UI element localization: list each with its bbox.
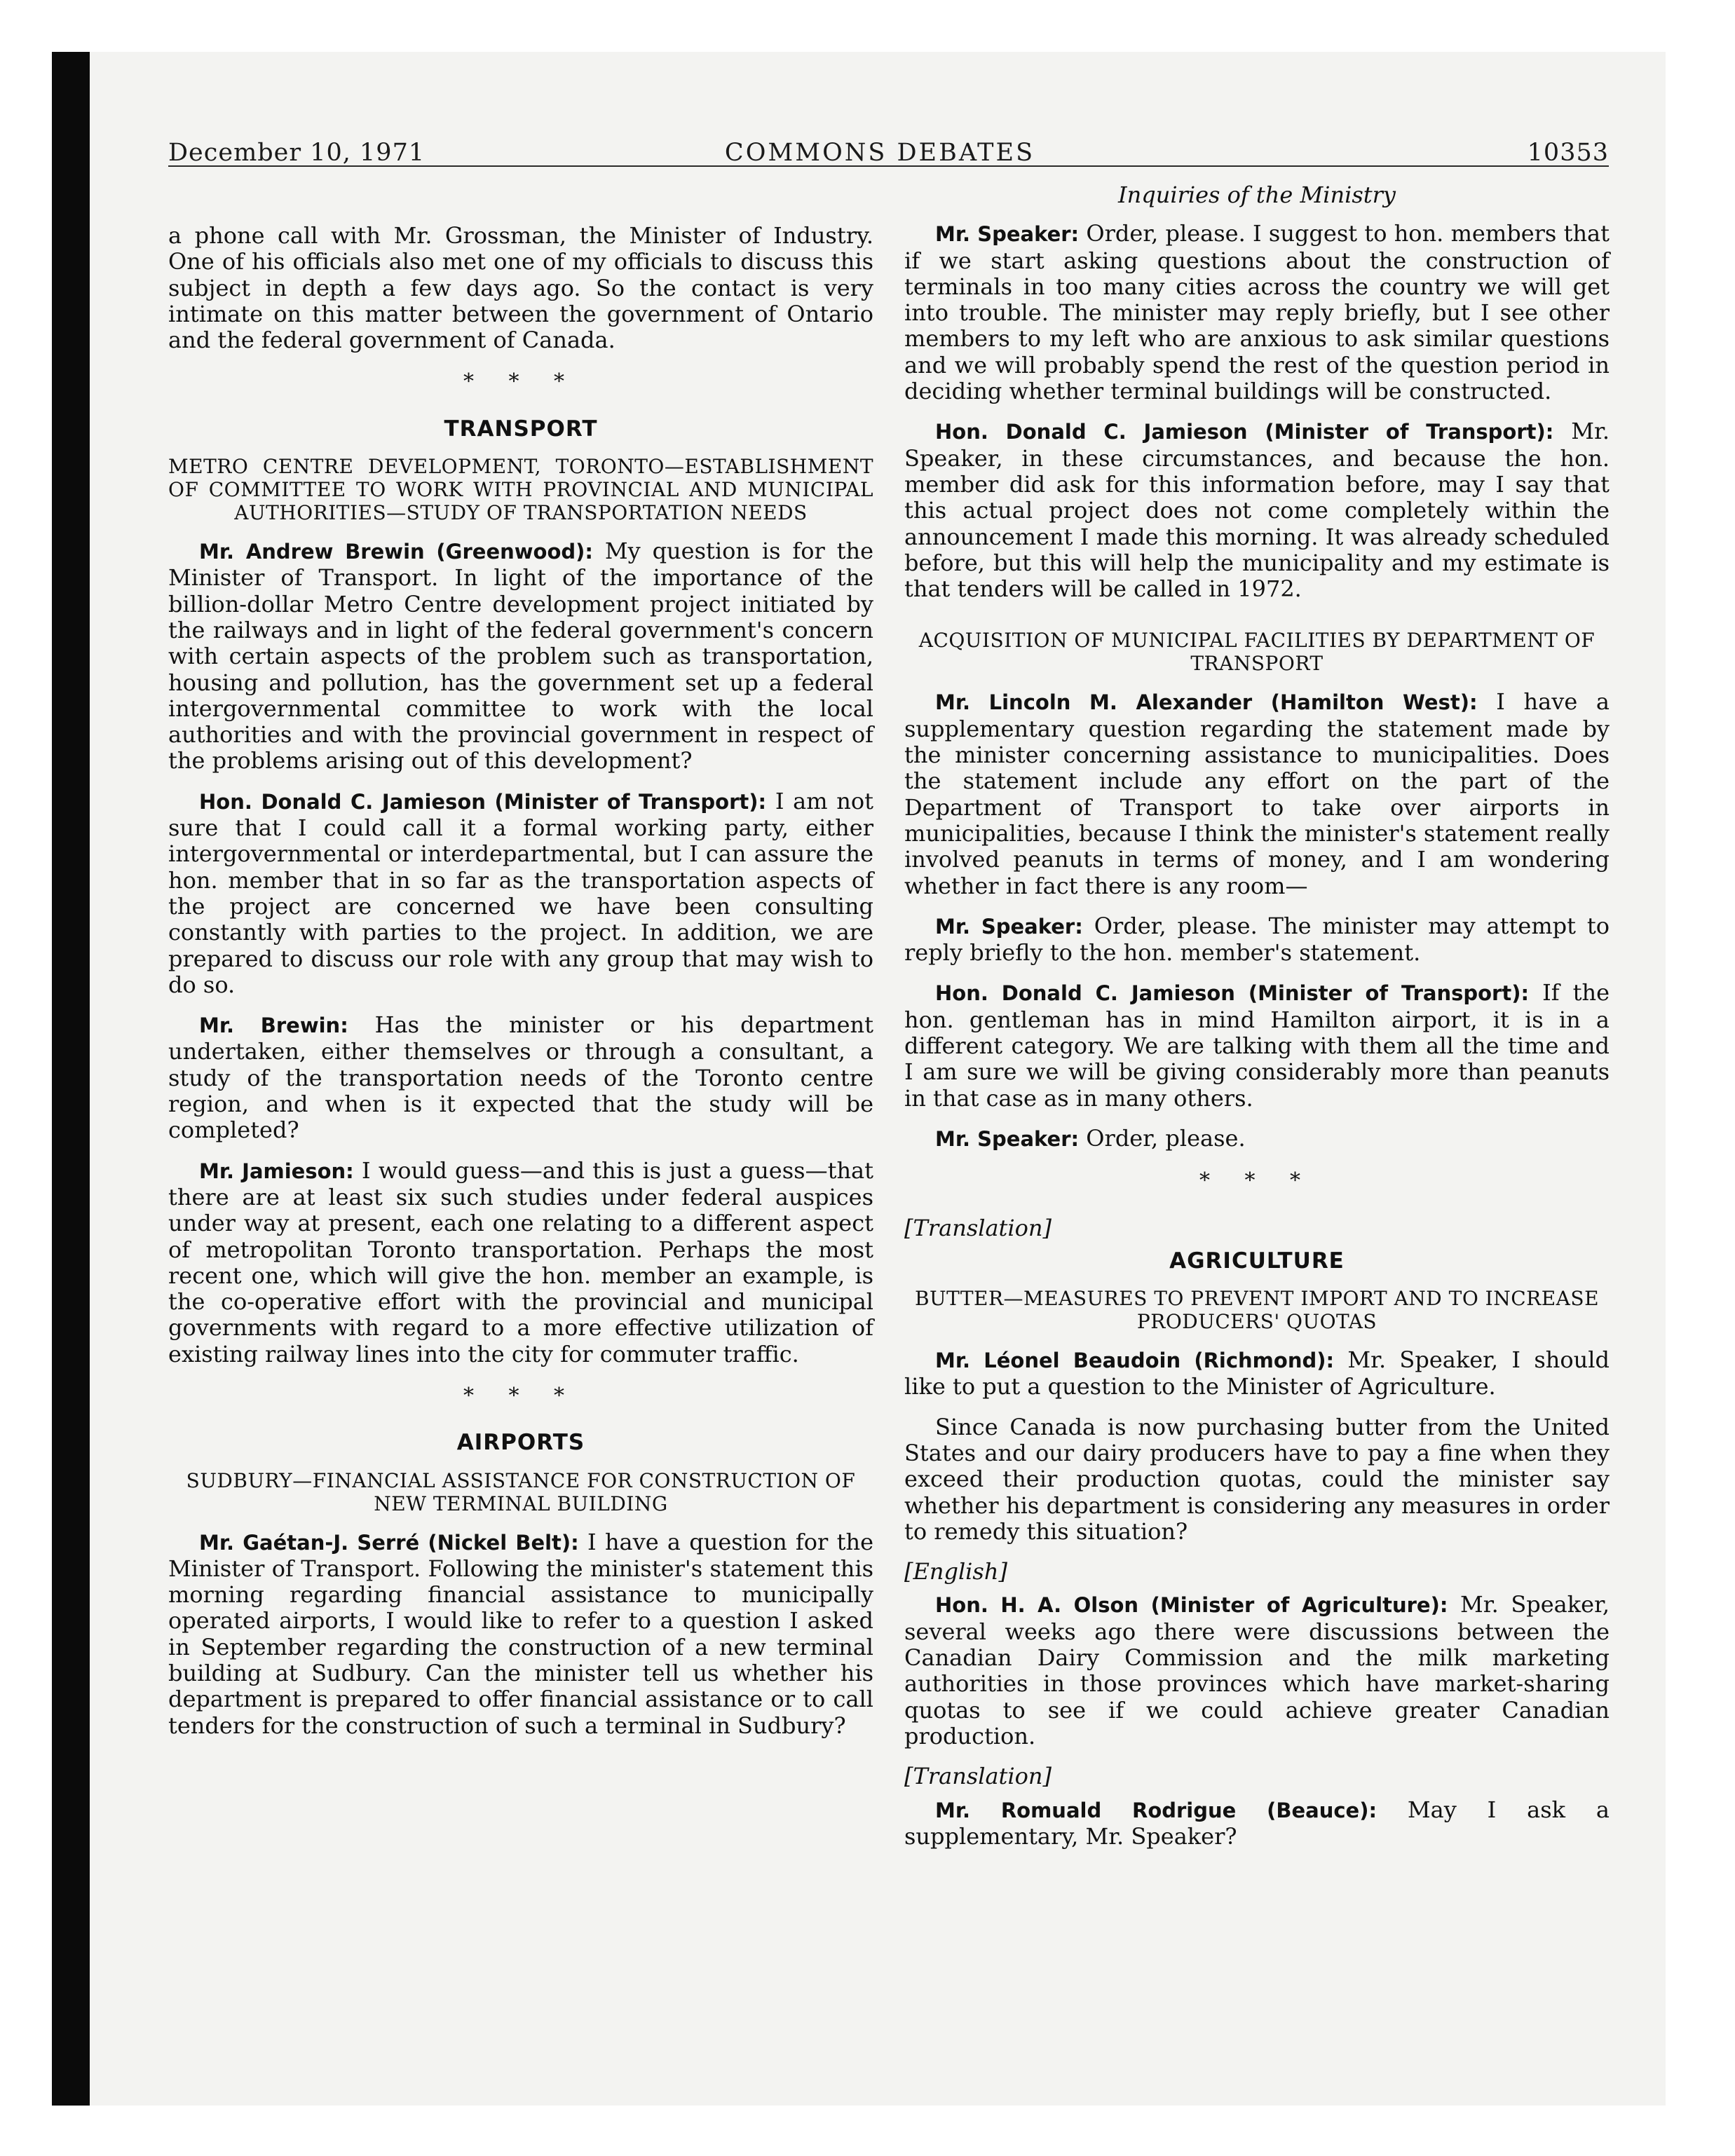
speaker-name: Mr. Lincoln M. Alexander (Hamilton West): — [935, 690, 1478, 715]
paragraph — [168, 789, 873, 998]
subheading-sudbury: SUDBURY—FINANCIAL ASSISTANCE FOR CONSTRUCTION OF NEW TERMINAL BUILDING — [186, 1468, 856, 1515]
speech-text: Order, please. I suggest to hon. members that if we start asking questions about the construction of terminals in too many cities across the country we will get into trouble. The minister may reply briefly, but I see other members to my left who are anxious to ask similar questions and we will probably spend the rest of the question period in deciding whether terminal buildings will be constructed. — [904, 220, 1610, 405]
speech-text: May I ask a supplementary, Mr. Speaker? — [904, 1796, 1610, 1850]
section-separator: * * * — [463, 1383, 579, 1408]
paragraph — [168, 1529, 873, 1739]
section-heading-airports: AIRPORTS — [456, 1430, 585, 1456]
paragraph — [168, 538, 873, 775]
paragraph — [904, 1797, 1610, 1850]
paragraph — [904, 980, 1610, 1111]
paragraph — [904, 689, 1610, 899]
speech-text: I am not sure that I could call it a formal working party, either intergovernmental or interdepartmental, but I can assure the hon. member that in so far as the transportation aspects of the project are concerned we have been consulting constantly with parties to the project. In addition, we are prepared to discuss our role with any group that may wish to do so. — [168, 787, 874, 998]
speaker-name: Hon. H. A. Olson (Minister of Agriculture): — [935, 1593, 1448, 1618]
speaker-name: Mr. Speaker: — [935, 1126, 1080, 1151]
paragraph — [168, 1158, 873, 1367]
header-title: COMMONS DEBATES — [724, 139, 1035, 167]
speech-text: Mr. Speaker, several weeks ago there were discussions between the Canadian Dairy Commission and the milk marketing authorities in those provinces which have market-sharing quotas to see if we could achieve greater Canadian production. — [904, 1591, 1610, 1749]
subheading-acquisition: ACQUISITION OF MUNICIPAL FACILITIES BY DEPARTMENT OF TRANSPORT — [918, 629, 1595, 676]
paragraph — [168, 1012, 873, 1143]
speaker-name: Mr. Speaker: — [935, 914, 1083, 939]
speaker-name: Mr. Speaker: — [935, 222, 1080, 247]
speech-text: If the hon. gentleman has in mind Hamilton airport, it is in a different category. We are talking with them all the time and I am sure we will be giving considerably more than peanuts in that case as in many others. — [904, 979, 1610, 1112]
speaker-name: Mr. Andrew Brewin (Greenwood): — [199, 540, 594, 564]
section-heading-agriculture: AGRICULTURE — [1169, 1248, 1345, 1274]
speech-text: Order, please. The minister may attempt to reply briefly to the hon. member's statement. — [904, 912, 1610, 967]
english-tag: [English] — [904, 1558, 1007, 1585]
speaker-name: Hon. Donald C. Jamieson (Minister of Transport): — [935, 981, 1530, 1006]
speech-text: I would guess—and this is just a guess—that there are at least six such studies under federal auspices under way at present, each one relating to a different aspect of metropolitan Toronto transportation. Perhaps the most recent one, which will give the hon. member an example, is the co-operative effort with the provincial and municipal governments with regard to a more effective utilization of existing railway lines into the city for commuter traffic. — [168, 1157, 873, 1367]
subheading-metro-centre: METRO CENTRE DEVELOPMENT, TORONTO—ESTABLISHMENT OF COMMITTEE TO WORK WITH PROVINCIAL AND MUNICIPAL AUTHORITIES—STUDY OF TRANSPORTATION NEEDS — [168, 455, 873, 525]
header-date: December 10, 1971 — [168, 139, 426, 167]
speech-text: Mr. Speaker, I should like to put a question to the Minister of Agriculture. — [904, 1346, 1610, 1400]
speech-text: Has the minister or his department undertaken, either themselves or through a consultant, a study of the transportation needs of the Toronto centre region, and when is it expected that the study will be completed? — [168, 1011, 874, 1144]
paragraph — [904, 1347, 1610, 1400]
translation-tag: [Translation] — [904, 1763, 1052, 1790]
paragraph: Since Canada is now purchasing butter from the United States and our dairy producers have to pay a fine when they exceed their production quotas, could the minister say whether his department is considering any measures in order to remedy this situation? — [904, 1413, 1610, 1545]
binding-edge — [52, 52, 90, 2106]
speech-text: My question is for the Minister of Transport. In light of the importance of the billion-dollar Metro Centre development project initiated by the railways and in light of the federal government's concern with certain aspects of the problem such as transportation, housing and pollution, has the government set up a federal intergovernmental committee to work with the local authorities and with the provincial government in respect of the problems arising out of this development? — [168, 538, 874, 775]
section-heading-transport: TRANSPORT — [444, 416, 598, 442]
header-page-number: 10353 — [1527, 139, 1609, 167]
speaker-name: Hon. Donald C. Jamieson (Minister of Transport): — [935, 420, 1554, 444]
paragraph — [904, 1592, 1610, 1749]
speaker-name: Mr. Léonel Beaudoin (Richmond): — [935, 1349, 1335, 1373]
section-separator: * * * — [1199, 1168, 1315, 1194]
paragraph — [904, 913, 1610, 967]
paragraph — [904, 418, 1610, 602]
speaker-name: Mr. Romuald Rodrigue (Beauce): — [935, 1798, 1377, 1822]
left-column — [168, 223, 873, 1753]
paragraph — [904, 221, 1610, 404]
speaker-name: Mr. Jamieson: — [199, 1159, 354, 1183]
speech-text: Mr. Speaker, in these circumstances, and because the hon. member did ask for this information before, may I say that this actual project does not come completely within the announcement I made this morning. It was already scheduled before, but this will help the municipality and my estimate is that tenders will be called in 1972. — [904, 418, 1610, 603]
speaker-name: Hon. Donald C. Jamieson (Minister of Transport): — [199, 789, 767, 814]
subheading-butter: BUTTER—MEASURES TO PREVENT IMPORT AND TO INCREASE PRODUCERS' QUOTAS — [914, 1287, 1600, 1334]
right-column — [904, 182, 1610, 1864]
speech-text: I have a supplementary question regarding the statement made by the minister concerning assistance to municipalities. Does the statement include any effort on the part of the Department of Transport to take over airports in municipalities, because I think the minister's statement really involved peanuts in terms of money, and I am wondering whether in fact there is any room— — [904, 688, 1610, 899]
translation-tag: [Translation] — [904, 1214, 1052, 1241]
speaker-name: Mr. Brewin: — [199, 1014, 348, 1038]
speech-text: I have a question for the Minister of Transport. Following the minister's statement this morning regarding financial assistance to municipally operated airports, I would like to refer to a question I asked in September regarding the construction of a new terminal building at Sudbury. Can the minister tell us whether his department is prepared to offer financial assistance or to call tenders for the construction of such a terminal in Sudbury? — [168, 1528, 874, 1739]
section-separator: * * * — [463, 369, 579, 395]
running-head: Inquiries of the Ministry — [1118, 182, 1396, 208]
paragraph — [904, 1126, 1610, 1152]
speaker-name: Mr. Gaétan-J. Serré (Nickel Belt): — [199, 1530, 579, 1555]
speech-text: Order, please. — [1086, 1124, 1246, 1152]
header-rule — [168, 165, 1609, 167]
paragraph: a phone call with Mr. Grossman, the Minister of Industry. One of his officials also met one of my officials to discuss this subject in depth a few days ago. So the contact is very intimate on this matter between the government of Ontario and the federal government of Canada. — [168, 222, 873, 354]
